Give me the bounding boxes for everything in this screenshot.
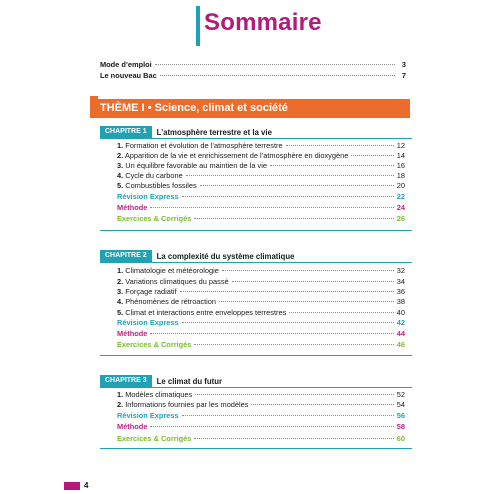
toc-entry-page: 52 xyxy=(396,390,405,399)
leader-dots xyxy=(150,426,393,427)
toc-entry[interactable] xyxy=(117,308,405,318)
toc-entry-page: 7 xyxy=(401,71,406,80)
toc-entry-label: Apparition de la vie et enrichissement de l’atmosphère en dioxygène xyxy=(124,151,349,160)
leader-dots xyxy=(194,218,393,219)
toc-entry-label: Cycle du carbone xyxy=(125,171,183,180)
leader-dots xyxy=(194,438,393,439)
toc-entry-page: 12 xyxy=(396,141,405,150)
toc-entry-page: 32 xyxy=(396,266,405,275)
toc-entry-label: Phénomènes de rétroaction xyxy=(125,297,217,306)
leader-dots xyxy=(351,155,393,156)
leader-dots xyxy=(186,175,394,176)
toc-entry-number: 2. xyxy=(117,277,124,286)
toc-entry-label: Révision Express xyxy=(117,192,179,201)
toc-entry-label: Mode d’emploi xyxy=(100,60,152,69)
toc-entry-page: 3 xyxy=(401,60,406,69)
toc-entry-exercices[interactable] xyxy=(117,340,405,350)
toc-entry-page: 40 xyxy=(396,308,405,317)
page-title: Sommaire xyxy=(204,9,322,36)
toc-entry-mode-emploi[interactable] xyxy=(100,60,406,70)
leader-dots xyxy=(160,75,395,76)
chapter-badge: CHAPITRE 1 xyxy=(100,126,152,138)
chapter-2-header xyxy=(100,250,294,262)
leader-dots xyxy=(195,394,394,395)
theme-bullet: • xyxy=(147,102,152,114)
toc-entry-label: Révision Express xyxy=(117,411,179,420)
leader-dots xyxy=(182,415,394,416)
toc-entry-label: Méthode xyxy=(117,422,148,431)
toc-entry[interactable] xyxy=(117,141,405,151)
toc-entry-number: 1. xyxy=(117,141,124,150)
toc-entry-number: 3. xyxy=(117,287,124,296)
toc-entry-page: 38 xyxy=(396,297,405,306)
toc-entry-page: 54 xyxy=(396,400,405,409)
toc-entry[interactable] xyxy=(117,171,405,181)
toc-entry-label: Forçage radiatif xyxy=(125,287,177,296)
theme-heading xyxy=(100,102,288,114)
toc-entry-page: 36 xyxy=(396,287,405,296)
toc-entry-number: 3. xyxy=(117,161,124,170)
chapter-1-header xyxy=(100,126,272,138)
toc-entry[interactable] xyxy=(117,297,405,307)
toc-entry-methode[interactable] xyxy=(117,329,405,339)
toc-entry-label: Variations climatiques du passé xyxy=(125,277,229,286)
toc-entry-page: 42 xyxy=(396,318,405,327)
toc-entry-number: 5. xyxy=(117,308,124,317)
chapter-title: La complexité du système climatique xyxy=(156,251,295,261)
toc-entry-page: 18 xyxy=(396,171,405,180)
toc-entry-methode[interactable] xyxy=(117,203,405,213)
theme-title: Science, climat et société xyxy=(154,102,288,114)
leader-dots xyxy=(200,185,394,186)
toc-entry-number: 2. xyxy=(117,400,124,409)
chapter-3-header xyxy=(100,375,222,387)
toc-entry-label: Combustibles fossiles xyxy=(125,181,197,190)
toc-entry-methode[interactable] xyxy=(117,422,405,432)
toc-entry[interactable] xyxy=(117,277,405,287)
toc-entry-label: Un équilibre favorable au maintien de la vie xyxy=(125,161,267,170)
chapter-title: L’atmosphère terrestre et la vie xyxy=(156,127,272,137)
toc-entry[interactable] xyxy=(117,400,405,410)
toc-entry-page: 16 xyxy=(396,161,405,170)
leader-dots xyxy=(289,312,394,313)
page-number: 4 xyxy=(84,481,89,490)
leader-dots xyxy=(182,322,394,323)
toc-entry-label: Exercices & Corrigés xyxy=(117,214,192,223)
toc-entry-number: 5. xyxy=(117,181,124,190)
theme-banner xyxy=(90,99,410,118)
leader-dots xyxy=(222,270,394,271)
toc-entry-label: Informations fournies par les modèles xyxy=(125,400,249,409)
toc-entry-exercices[interactable] xyxy=(117,434,405,444)
toc-entry-number: 4. xyxy=(117,171,124,180)
toc-entry-label: Climatologie et météorologie xyxy=(125,266,219,275)
chapter-badge: CHAPITRE 2 xyxy=(100,250,152,262)
theme-label: THÈME I xyxy=(100,102,145,114)
chapter-title: Le climat du futur xyxy=(156,376,223,386)
leader-dots xyxy=(194,344,393,345)
toc-entry-label: Modèles climatiques xyxy=(125,390,193,399)
toc-entry-label: Formation et évolution de l’atmosphère terrestre xyxy=(125,141,283,150)
toc-entry-number: 1. xyxy=(117,390,124,399)
toc-entry[interactable] xyxy=(117,181,405,191)
toc-entry-page: 58 xyxy=(396,422,405,431)
toc-entry-number: 1. xyxy=(117,266,124,275)
page-folio xyxy=(64,481,88,490)
toc-entry[interactable] xyxy=(117,266,405,276)
toc-entry-page: 22 xyxy=(396,192,405,201)
toc-entry-page: 20 xyxy=(396,181,405,190)
leader-dots xyxy=(286,145,394,146)
toc-entry-page: 60 xyxy=(396,434,405,443)
toc-entry-label: Méthode xyxy=(117,329,148,338)
toc-entry-number: 4. xyxy=(117,297,124,306)
folio-marker xyxy=(64,482,80,490)
toc-entry-number: 2. xyxy=(117,151,124,160)
toc-entry[interactable] xyxy=(117,390,405,400)
toc-entry-label: Révision Express xyxy=(117,318,179,327)
toc-entry[interactable] xyxy=(117,151,405,161)
toc-entry-exercices[interactable] xyxy=(117,214,405,224)
title-accent-bar xyxy=(196,6,200,46)
toc-entry-page: 56 xyxy=(396,411,405,420)
toc-entry[interactable] xyxy=(117,161,405,171)
toc-entry-label: Exercices & Corrigés xyxy=(117,434,192,443)
toc-entry-revision[interactable] xyxy=(117,411,405,421)
toc-entry-page: 24 xyxy=(396,203,405,212)
toc-entry-nouveau-bac[interactable] xyxy=(100,71,406,81)
toc-entry-label: Climat et interactions entre enveloppes terrestres xyxy=(125,308,287,317)
leader-dots xyxy=(182,196,394,197)
leader-dots xyxy=(180,291,394,292)
toc-entry-page: 14 xyxy=(396,151,405,160)
leader-dots xyxy=(251,404,393,405)
toc-entry-revision[interactable] xyxy=(117,192,405,202)
toc-entry-page: 44 xyxy=(396,329,405,338)
toc-entry-page: 34 xyxy=(396,277,405,286)
toc-entry-label: Exercices & Corrigés xyxy=(117,340,192,349)
toc-entry[interactable] xyxy=(117,287,405,297)
toc-entry-page: 46 xyxy=(396,340,405,349)
toc-entry-page: 26 xyxy=(396,214,405,223)
leader-dots xyxy=(155,64,395,65)
chapter-badge: CHAPITRE 3 xyxy=(100,375,152,387)
leader-dots xyxy=(270,165,394,166)
toc-entry-label: Le nouveau Bac xyxy=(100,71,157,80)
toc-entry-revision[interactable] xyxy=(117,318,405,328)
leader-dots xyxy=(232,281,394,282)
leader-dots xyxy=(219,301,394,302)
leader-dots xyxy=(150,207,393,208)
toc-entry-label: Méthode xyxy=(117,203,148,212)
leader-dots xyxy=(150,333,393,334)
